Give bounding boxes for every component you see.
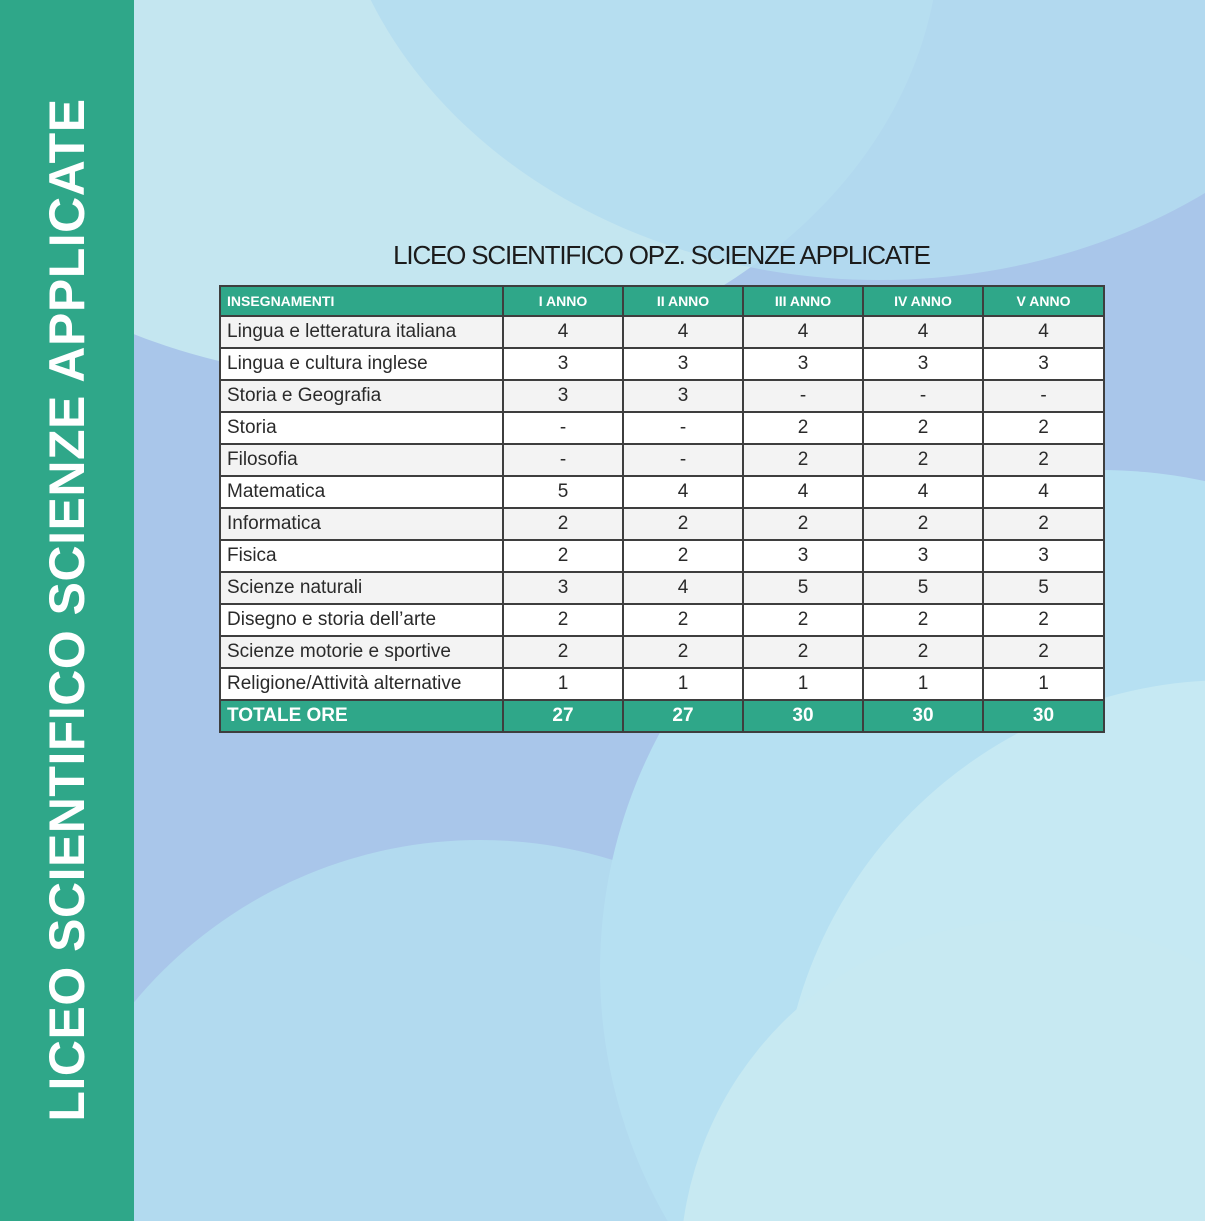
hours-cell: 4 — [503, 316, 623, 348]
hours-cell: 3 — [863, 540, 983, 572]
hours-cell: 2 — [743, 604, 863, 636]
subject-name: Matematica — [220, 476, 503, 508]
hours-cell: - — [743, 380, 863, 412]
hours-cell: 5 — [863, 572, 983, 604]
hours-cell: 1 — [983, 668, 1104, 700]
hours-cell: 4 — [983, 476, 1104, 508]
table-row — [220, 636, 1104, 668]
table-row — [220, 348, 1104, 380]
subject-name: Filosofia — [220, 444, 503, 476]
hours-cell: 2 — [863, 444, 983, 476]
table-row — [220, 380, 1104, 412]
table-row — [220, 316, 1104, 348]
hours-cell: 3 — [623, 348, 743, 380]
hours-cell: 2 — [983, 604, 1104, 636]
subject-name: Fisica — [220, 540, 503, 572]
table-row — [220, 604, 1104, 636]
hours-cell: 2 — [983, 636, 1104, 668]
subject-name: Scienze motorie e sportive — [220, 636, 503, 668]
table-row — [220, 412, 1104, 444]
hours-cell: 4 — [863, 316, 983, 348]
hours-cell: 3 — [623, 380, 743, 412]
hours-cell: 2 — [623, 636, 743, 668]
hours-cell: 4 — [743, 316, 863, 348]
table-row — [220, 444, 1104, 476]
total-row — [220, 700, 1104, 732]
hours-cell: 3 — [743, 348, 863, 380]
subject-name: Informatica — [220, 508, 503, 540]
hours-table — [219, 285, 1105, 733]
hours-cell: 3 — [743, 540, 863, 572]
hours-cell: 2 — [623, 604, 743, 636]
hours-cell: 2 — [743, 636, 863, 668]
hours-cell: 1 — [623, 668, 743, 700]
total-cell: 30 — [983, 700, 1104, 732]
hours-cell: 3 — [503, 380, 623, 412]
hours-cell: - — [623, 412, 743, 444]
side-band — [0, 0, 134, 1221]
hours-cell: 2 — [983, 508, 1104, 540]
total-cell: 27 — [503, 700, 623, 732]
hours-cell: 2 — [863, 412, 983, 444]
hours-cell: 5 — [503, 476, 623, 508]
hours-cell: 2 — [863, 508, 983, 540]
hours-cell: - — [623, 444, 743, 476]
hours-cell: 4 — [623, 572, 743, 604]
table-row — [220, 476, 1104, 508]
hours-cell: 2 — [623, 540, 743, 572]
hours-cell: 3 — [863, 348, 983, 380]
hours-cell: 2 — [503, 508, 623, 540]
hours-cell: 4 — [623, 316, 743, 348]
table-row — [220, 540, 1104, 572]
table-row — [220, 668, 1104, 700]
subject-name: Lingua e cultura inglese — [220, 348, 503, 380]
hours-cell: - — [503, 412, 623, 444]
hours-cell: 1 — [863, 668, 983, 700]
hours-cell: 3 — [983, 348, 1104, 380]
hours-cell: 2 — [623, 508, 743, 540]
side-title: LICEO SCIENTIFICO SCIENZE APPLICATE — [39, 98, 95, 1122]
total-cell: 30 — [743, 700, 863, 732]
hours-cell: 2 — [503, 540, 623, 572]
header-year-5: V ANNO — [983, 286, 1104, 316]
hours-cell: 2 — [863, 604, 983, 636]
total-cell: 27 — [623, 700, 743, 732]
subject-name: Storia — [220, 412, 503, 444]
hours-cell: 1 — [743, 668, 863, 700]
hours-cell: 2 — [743, 412, 863, 444]
hours-cell: 4 — [863, 476, 983, 508]
total-label: TOTALE ORE — [220, 700, 503, 732]
table-row — [220, 572, 1104, 604]
subject-name: Storia e Geografia — [220, 380, 503, 412]
hours-cell: 3 — [983, 540, 1104, 572]
hours-cell: - — [863, 380, 983, 412]
header-year-1: I ANNO — [503, 286, 623, 316]
hours-cell: 4 — [983, 316, 1104, 348]
total-cell: 30 — [863, 700, 983, 732]
hours-cell: 4 — [743, 476, 863, 508]
subject-name: Lingua e letteratura italiana — [220, 316, 503, 348]
subject-name: Scienze naturali — [220, 572, 503, 604]
hours-cell: - — [503, 444, 623, 476]
hours-cell: 5 — [983, 572, 1104, 604]
table-title: LICEO SCIENTIFICO OPZ. SCIENZE APPLICATE — [393, 240, 930, 270]
hours-cell: 2 — [863, 636, 983, 668]
hours-cell: 2 — [743, 444, 863, 476]
hours-cell: 2 — [983, 412, 1104, 444]
hours-cell: 2 — [503, 604, 623, 636]
hours-cell: - — [983, 380, 1104, 412]
header-year-4: IV ANNO — [863, 286, 983, 316]
hours-cell: 5 — [743, 572, 863, 604]
hours-cell: 1 — [503, 668, 623, 700]
hours-cell: 2 — [503, 636, 623, 668]
table-header-row — [220, 286, 1104, 316]
header-year-2: II ANNO — [623, 286, 743, 316]
header-subjects: INSEGNAMENTI — [220, 286, 503, 316]
table-row — [220, 508, 1104, 540]
subject-name: Disegno e storia dell’arte — [220, 604, 503, 636]
header-year-3: III ANNO — [743, 286, 863, 316]
subject-name: Religione/Attività alternative — [220, 668, 503, 700]
hours-cell: 3 — [503, 348, 623, 380]
hours-cell: 4 — [623, 476, 743, 508]
hours-cell: 2 — [983, 444, 1104, 476]
hours-cell: 3 — [503, 572, 623, 604]
hours-cell: 2 — [743, 508, 863, 540]
